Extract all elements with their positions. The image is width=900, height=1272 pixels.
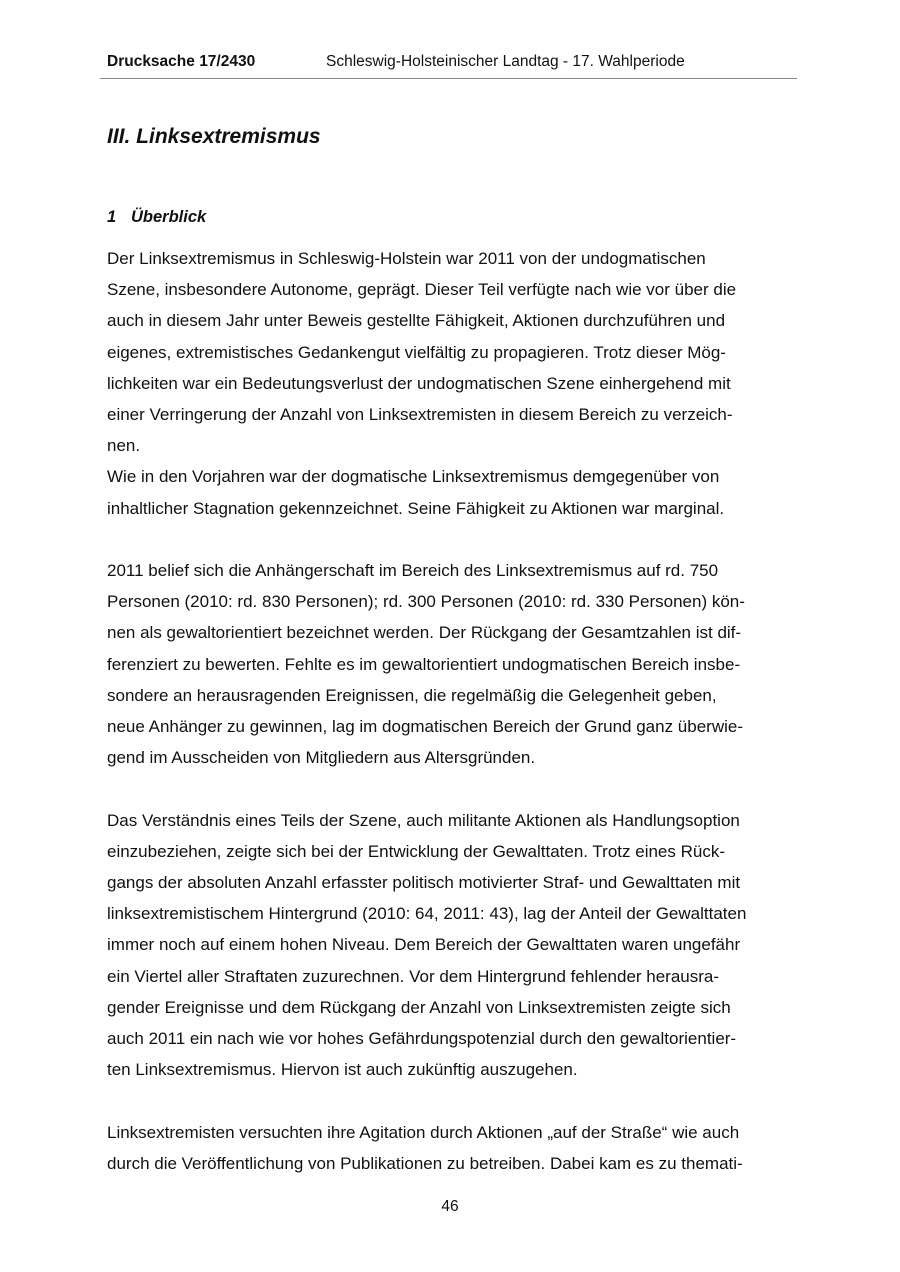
text-line: Wie in den Vorjahren war der dogmatische Linksextremismus demgegenüber von: [107, 467, 720, 487]
text-line: gender Ereignisse und dem Rückgang der Anzahl von Linksextremisten zeigte sich: [107, 997, 731, 1017]
paragraph-gap: [107, 773, 797, 804]
text-line: lichkeiten war ein Bedeutungsverlust der undogmatischen Szene einhergehend mit: [107, 373, 731, 393]
text-line: neue Anhänger zu gewinnen, lag im dogmatischen Bereich der Grund ganz überwie-: [107, 717, 744, 737]
text-line: ten Linksextremismus. Hiervon ist auch zukünftig auszugehen.: [107, 1060, 578, 1080]
body-text: [107, 243, 797, 1179]
section-number: 1: [107, 208, 117, 226]
paragraph-gap: [107, 524, 797, 555]
text-line: nen als gewaltorientiert bezeichnet werden. Der Rückgang der Gesamtzahlen ist dif-: [107, 623, 742, 643]
text-line: linksextremistischem Hintergrund (2010: 64, 2011: 43), lag der Anteil der Gewalttaten: [107, 904, 747, 924]
document-title: Schleswig-Holsteinischer Landtag - 17. Wahlperiode: [326, 53, 685, 70]
chapter-title: III. Linksextremismus: [107, 125, 321, 148]
paragraph: [107, 555, 797, 773]
text-line: ferenziert zu bewerten. Fehlte es im gewaltorientiert undogmatischen Bereich insbe-: [107, 654, 741, 674]
document-number: Drucksache 17/2430: [107, 53, 256, 70]
paragraph: [107, 805, 797, 1086]
text-line: inhaltlicher Stagnation gekennzeichnet. Seine Fähigkeit zu Aktionen war marginal.: [107, 498, 725, 518]
text-line: auch in diesem Jahr unter Beweis gestellte Fähigkeit, Aktionen durchzuführen und: [107, 311, 726, 331]
page-number: 46: [441, 1198, 459, 1215]
text-line: Szene, insbesondere Autonome, geprägt. Dieser Teil verfügte nach wie vor über die: [107, 280, 737, 300]
text-line: einer Verringerung der Anzahl von Linksextremisten in diesem Bereich zu verzeich-: [107, 405, 733, 425]
section-title: Überblick: [131, 208, 207, 226]
text-line: Linksextremisten versuchten ihre Agitation durch Aktionen „auf der Straße“ wie auch: [107, 1122, 740, 1142]
text-line: einzubeziehen, zeigte sich bei der Entwicklung der Gewalttaten. Trotz eines Rück-: [107, 841, 725, 861]
text-line: Personen (2010: rd. 830 Personen); rd. 300 Personen (2010: rd. 330 Personen) kön-: [107, 592, 745, 612]
text-line: gangs der absoluten Anzahl erfasster politisch motivierter Straf- und Gewalttaten mit: [107, 873, 741, 893]
paragraph: [107, 243, 797, 524]
text-line: 2011 belief sich die Anhängerschaft im Bereich des Linksextremismus auf rd. 750: [107, 561, 719, 581]
text-line: ein Viertel aller Straftaten zuzurechnen. Vor dem Hintergrund fehlender herausra-: [107, 966, 720, 986]
paragraph: [107, 1117, 797, 1179]
section-heading: [107, 208, 206, 227]
text-line: Das Verständnis eines Teils der Szene, auch militante Aktionen als Handlungsoption: [107, 810, 740, 830]
text-line: nen.: [107, 436, 141, 456]
text-line: durch die Veröffentlichung von Publikationen zu betreiben. Dabei kam es zu themati-: [107, 1153, 743, 1173]
text-line: gend im Ausscheiden von Mitgliedern aus Altersgründen.: [107, 748, 536, 768]
text-line: immer noch auf einem hohen Niveau. Dem Bereich der Gewalttaten waren ungefähr: [107, 935, 741, 955]
paragraph-gap: [107, 1085, 797, 1116]
text-line: eigenes, extremistisches Gedankengut vielfältig zu propagieren. Trotz dieser Mög-: [107, 342, 726, 362]
page-header: [100, 52, 797, 79]
text-line: auch 2011 ein nach wie vor hohes Gefährdungspotenzial durch den gewaltorientier-: [107, 1029, 737, 1049]
text-line: sondere an herausragenden Ereignissen, die regelmäßig die Gelegenheit geben,: [107, 685, 717, 705]
text-line: Der Linksextremismus in Schleswig-Holstein war 2011 von der undogmatischen: [107, 249, 706, 268]
